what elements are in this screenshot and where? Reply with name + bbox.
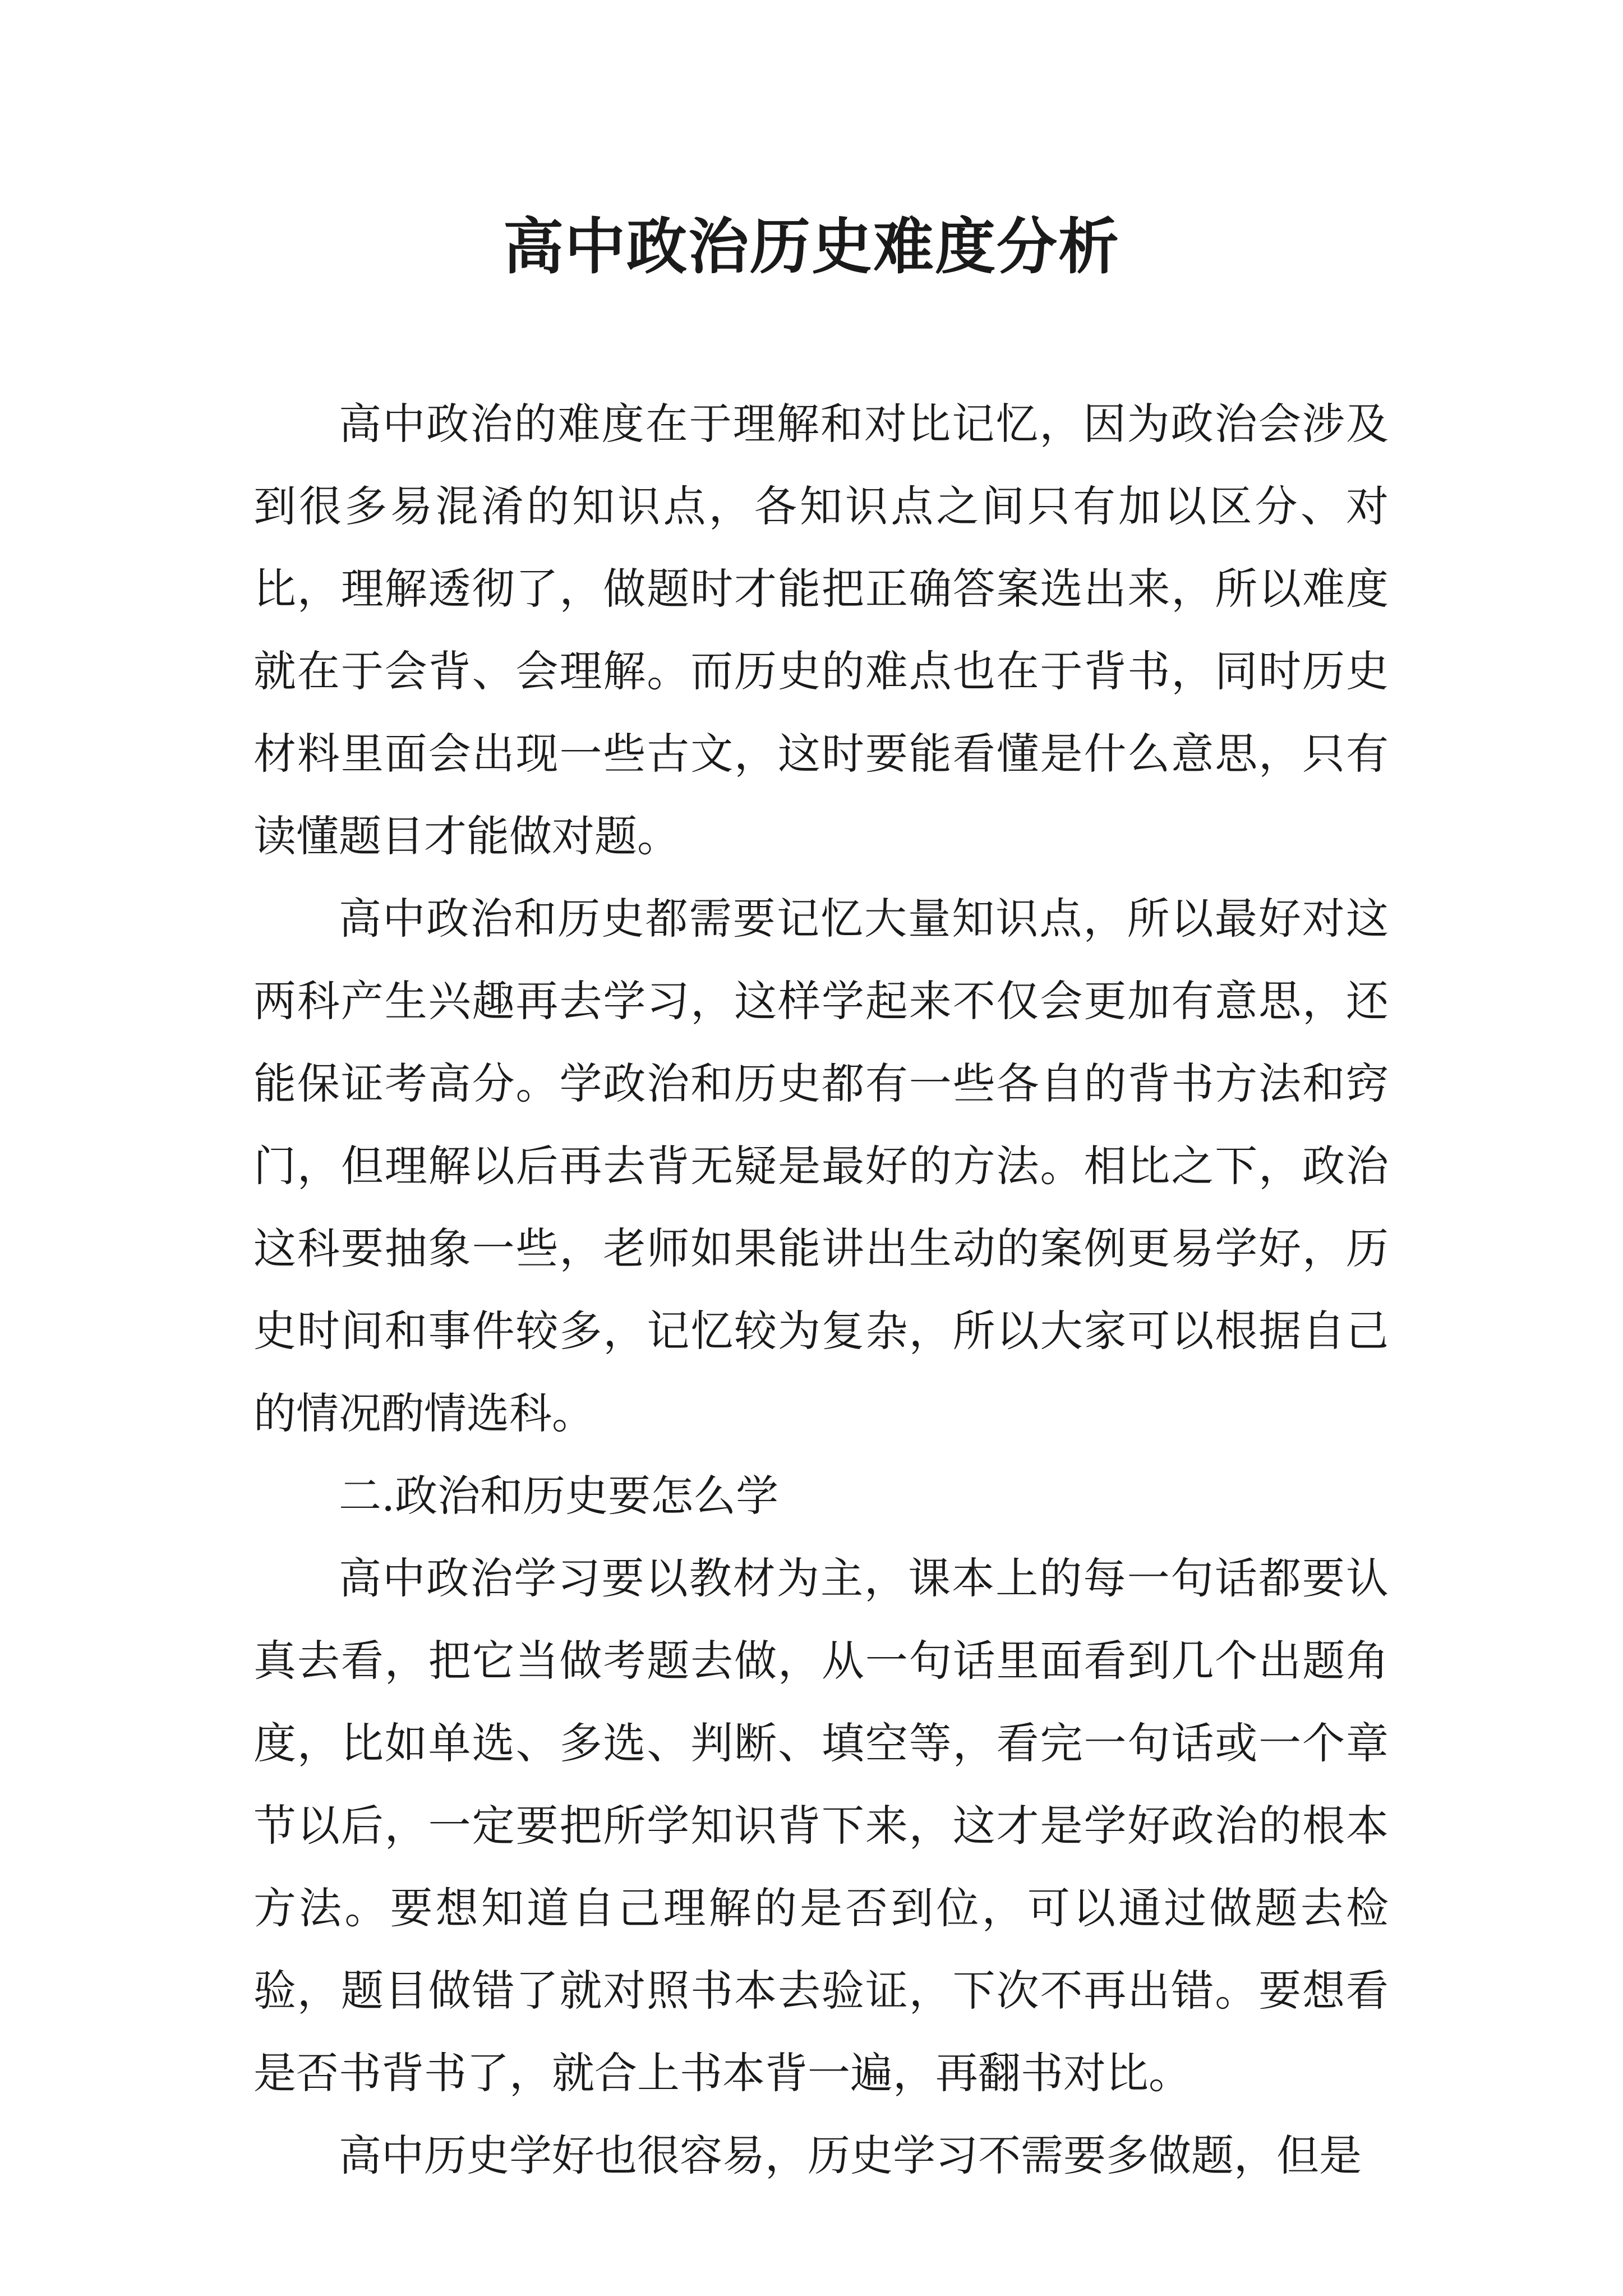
document-body [253, 383, 1389, 2197]
paragraph-interest: 高中政治和历史都需要记忆大量知识点，所以最好对这两科产生兴趣再去学习，这样学起来不仅会更加有意思，还能保证考高分。学政治和历史都有一些各自的背书方法和窍门，但理解以后再去背无疑是最好的方法。相比之下，政治这科要抽象一些，老师如果能讲出生动的案例更易学好，历史时间和事件较多，记忆较为复杂，所以大家可以根据自己的情况酌情选科。 [253, 894, 1389, 1438]
paragraph-history-method: 高中历史学好也很容易，历史学习不需要多做题，但是 [339, 2131, 1362, 2180]
paragraph-politics-method: 高中政治学习要以教材为主，课本上的每一句话都要认真去看，把它当做考题去做，从一句话里面看到几个出题角度，比如单选、多选、判断、填空等，看完一句话或一个章节以后，一定要把所学知识背下来，这才是学好政治的根本方法。要想知道自己理解的是否到位，可以通过做题去检验，题目做错了就对照书本去验证，下次不再出错。要想看是否书背书了，就合上书本背一遍，再翻书对比。 [253, 1553, 1389, 2098]
paragraph-difficulty: 高中政治的难度在于理解和对比记忆，因为政治会涉及到很多易混淆的知识点，各知识点之间只有加以区分、对比，理解透彻了，做题时才能把正确答案选出来，所以难度就在于会背、会理解。而历史的难点也在于背书，同时历史材料里面会出现一些古文，这时要能看懂是什么意思，只有读懂题目才能做对题。 [253, 399, 1389, 861]
document-title: 高中政治历史难度分析 [502, 211, 1120, 282]
section-heading-how-to-learn: 二.政治和历史要怎么学 [339, 1471, 779, 1521]
